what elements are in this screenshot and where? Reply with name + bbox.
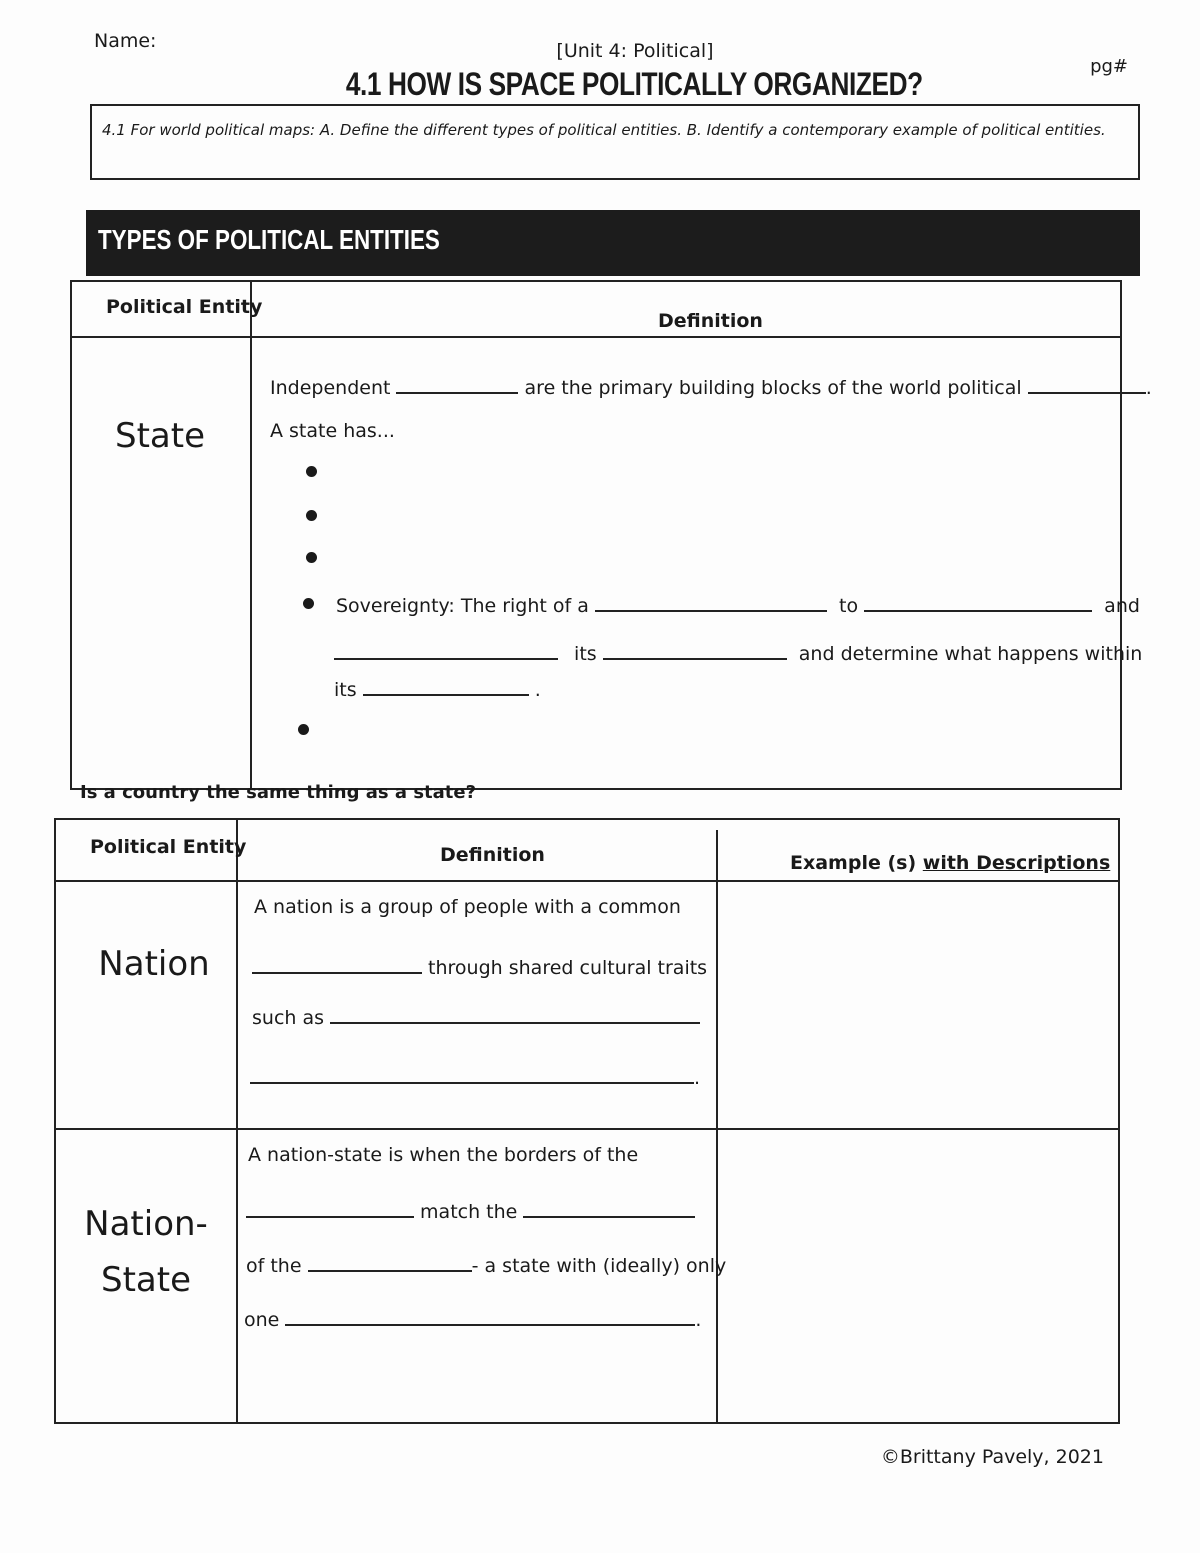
state-definition-line2: A state has... — [270, 420, 395, 442]
nation-line2: through shared cultural traits — [252, 956, 707, 979]
nation-line4: . — [250, 1066, 700, 1089]
blank-sov-2[interactable] — [864, 594, 1092, 612]
blank-ns-4[interactable] — [285, 1308, 695, 1326]
nation-table-top-rule — [54, 818, 1120, 820]
table2-header-entity: Political Entity — [90, 836, 247, 858]
question-text: Is a country the same thing as a state? — [80, 782, 477, 803]
learning-standard-text: 4.1 For world political maps: A. Define the different types of political entities. B. Identify a contemporary example of political entities. — [102, 121, 1106, 139]
state-definition-line1: Independent are the primary building blocks of the world political . — [270, 377, 1152, 399]
bullet-4 — [303, 598, 314, 609]
table1-header-definition: Definition — [658, 310, 763, 332]
page-number-label: pg# — [1090, 56, 1128, 77]
entity-nation-state: Nation- State — [84, 1204, 208, 1300]
table2-header-definition: Definition — [440, 844, 545, 866]
blank-sov-5[interactable] — [363, 678, 529, 696]
section-title: TYPES OF POLITICAL ENTITIES — [98, 224, 440, 255]
bullet-3 — [306, 552, 317, 563]
blank-map[interactable] — [1028, 376, 1146, 394]
table1-header-entity: Political Entity — [106, 296, 263, 318]
nation-table-divider-2 — [716, 830, 718, 1424]
state-table-header-rule — [70, 336, 1122, 338]
nation-state-line1: A nation-state is when the borders of the — [248, 1144, 639, 1166]
name-label: Name: — [94, 30, 157, 52]
unit-label: [Unit 4: Political] — [556, 40, 714, 62]
bullet-5 — [298, 724, 309, 735]
blank-nation-3[interactable] — [250, 1066, 694, 1084]
blank-ns-2[interactable] — [523, 1200, 695, 1218]
entity-state: State — [115, 416, 205, 456]
section-banner — [86, 210, 1140, 276]
sovereignty-line1: Sovereignty: The right of a to and — [336, 595, 1140, 617]
blank-sov-1[interactable] — [595, 594, 827, 612]
nation-state-line4: one . — [244, 1309, 702, 1331]
nation-line1: A nation is a group of people with a common — [254, 896, 681, 918]
page-title: 4.1 HOW IS SPACE POLITICALLY ORGANIZED? — [345, 66, 923, 102]
nation-table-header-rule — [54, 880, 1120, 882]
copyright-footer: ©Brittany Pavely, 2021 — [880, 1446, 1104, 1468]
blank-states[interactable] — [396, 376, 518, 394]
blank-sov-3[interactable] — [334, 642, 558, 660]
nation-table-divider-1 — [236, 818, 238, 1424]
blank-nation-2[interactable] — [330, 1006, 700, 1024]
state-table-divider — [250, 280, 252, 790]
learning-standard-box — [90, 104, 1140, 180]
table2-header-example: Example (s) with Descriptions — [790, 852, 1111, 874]
sovereignty-line3: its . — [334, 679, 541, 701]
nation-line3: such as — [252, 1006, 700, 1029]
nation-state-line3: of the - a state with (ideally) only — [246, 1255, 727, 1277]
bullet-1 — [306, 466, 317, 477]
blank-nation-1[interactable] — [252, 956, 422, 974]
entity-nation: Nation — [98, 944, 210, 984]
nation-state-line2: match the — [246, 1200, 695, 1223]
bullet-2 — [306, 510, 317, 521]
nation-table-row-rule — [54, 1128, 1120, 1130]
sovereignty-line2: its and determine what happens within — [334, 642, 1142, 665]
blank-ns-1[interactable] — [246, 1200, 414, 1218]
blank-sov-4[interactable] — [603, 642, 787, 660]
blank-ns-3[interactable] — [308, 1254, 472, 1272]
state-table — [70, 280, 1122, 790]
